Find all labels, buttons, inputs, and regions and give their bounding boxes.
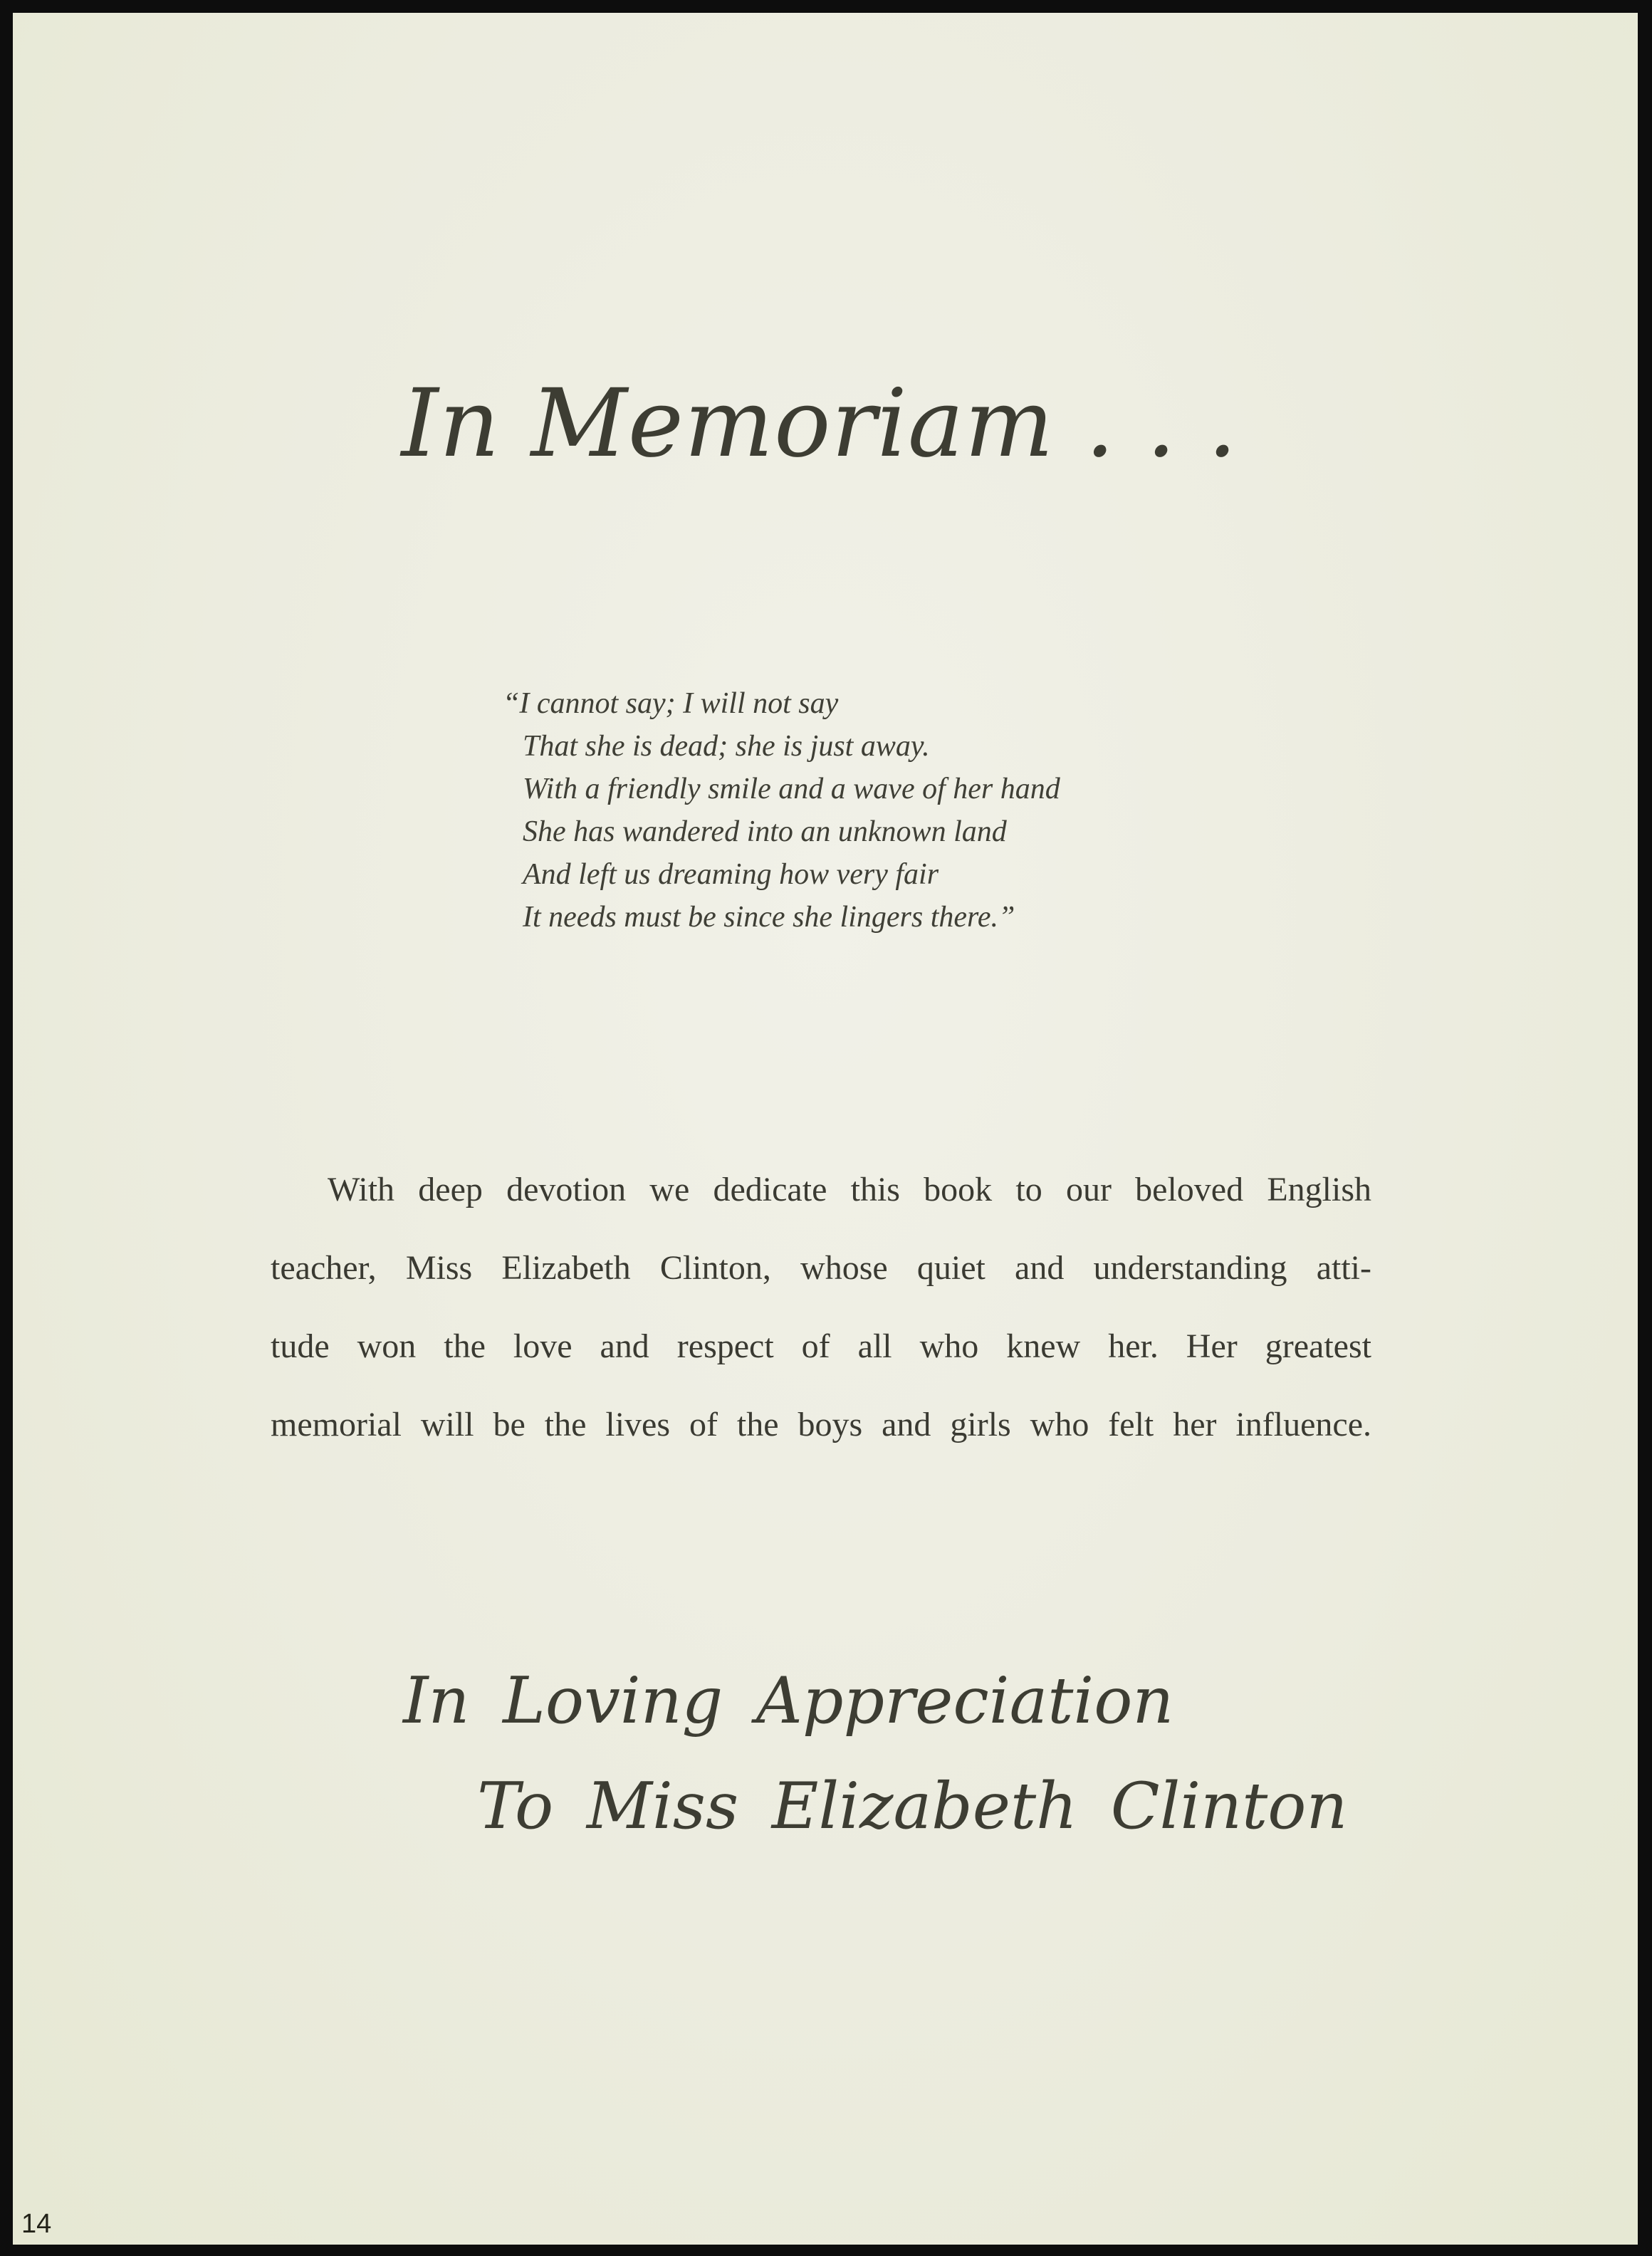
page-number: 14	[21, 2209, 52, 2239]
poem-line: With a friendly smile and a wave of her hand	[523, 773, 1060, 805]
yearbook-page	[13, 13, 1638, 2245]
poem-line: And left us dreaming how very fair	[523, 858, 939, 891]
appreciation-heading-line: In Loving Appreciation	[403, 1664, 1174, 1738]
dedication-line: memorial will be the lives of the boys and girls who felt her influence.	[271, 1406, 1371, 1443]
dedication-line: teacher, Miss Elizabeth Clinton, whose quiet and understanding atti-	[271, 1249, 1371, 1287]
poem-line: She has wandered into an unknown land	[523, 815, 1007, 848]
dedication-paragraph	[271, 1151, 1371, 1464]
dedication-line: tude won the love and respect of all who knew her. Her greatest	[271, 1327, 1371, 1365]
dedication-line: With deep devotion we dedicate this book to our beloved English	[328, 1171, 1371, 1208]
poem-line: That she is dead; she is just away.	[523, 730, 930, 763]
appreciation-heading-line: To Miss Elizabeth Clinton	[477, 1769, 1348, 1844]
memorial-poem	[503, 682, 1235, 939]
poem-line: “I cannot say; I will not say	[503, 687, 839, 720]
poem-line: It needs must be since she lingers there.”	[523, 901, 1015, 934]
page-title: In Memoriam . . .	[401, 369, 1238, 479]
